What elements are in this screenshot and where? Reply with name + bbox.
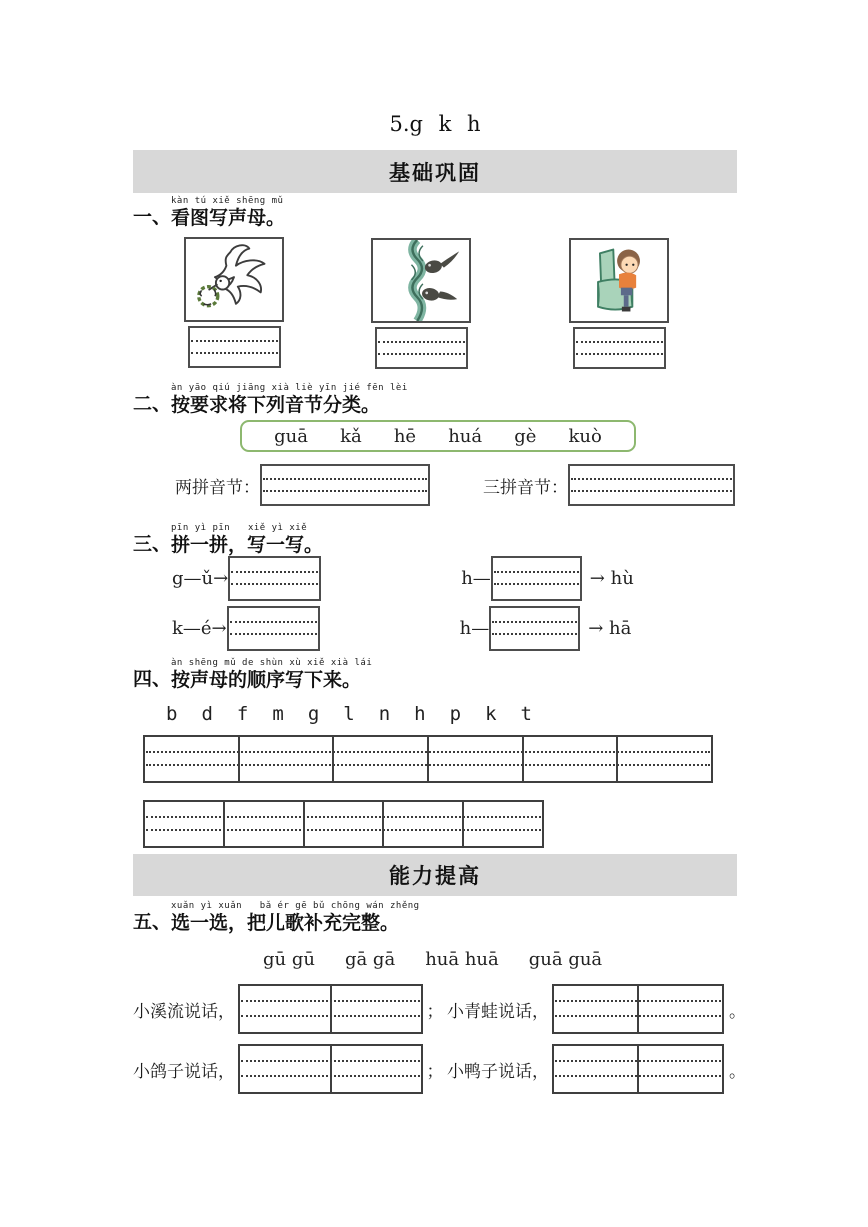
- spell-right-result: → hā: [588, 618, 632, 639]
- section-3-pinyin: pīn yì pīn xiě yì xiě: [171, 523, 308, 533]
- rhyme-period: 。: [729, 1061, 746, 1082]
- writing-cell: [334, 737, 429, 781]
- banner-basic: [133, 150, 737, 193]
- rhyme-separator: ；: [426, 1001, 444, 1022]
- dove-image: [184, 237, 284, 322]
- spell-left-formula: g—ǔ→: [172, 568, 229, 589]
- section-3-heading: [133, 523, 323, 557]
- banner-advanced-label: 能力提高: [389, 864, 481, 888]
- writing-cell: [554, 986, 639, 1032]
- section-1-pinyin: kàn tú xiě shēng mǔ: [171, 196, 284, 206]
- rhyme-answer-box: [552, 1044, 724, 1094]
- writing-cell: [429, 737, 524, 781]
- rhyme-line-2: [133, 1044, 746, 1094]
- writing-cell: [145, 802, 225, 846]
- label-three-pinyin-syllable: 三拼音节：: [483, 477, 568, 498]
- section-5-heading: [133, 901, 420, 935]
- initial-letter: h: [414, 703, 426, 725]
- rhyme-option: gū gū: [263, 949, 315, 970]
- picture-column-3: [569, 238, 669, 369]
- label-two-pinyin-syllable: 两拼音节：: [175, 477, 260, 498]
- picture-column-2: [371, 238, 471, 369]
- rhyme-option: huā huā: [425, 949, 499, 970]
- section-2-number: 二、: [133, 393, 172, 415]
- rhyme-text: 小鸭子说话，: [447, 1061, 549, 1082]
- syllable: hē: [393, 425, 417, 447]
- syllable: kuò: [568, 425, 602, 447]
- answer-box-picture-2: [375, 327, 468, 369]
- spell-right-result: → hù: [589, 568, 634, 589]
- section-2-pinyin: àn yāo qiú jiāng xià liè yīn jié fēn lèi: [171, 383, 408, 393]
- rhyme-line-1: [133, 984, 746, 1034]
- writing-cell: [554, 1046, 639, 1092]
- syllable: kǎ: [340, 425, 362, 447]
- section-5-title: 选一选，把儿歌补充完整。: [171, 912, 400, 934]
- syllable: gè: [514, 425, 537, 447]
- section-5-pinyin: xuǎn yì xuǎn bǎ ér gē bǔ chōng wán zhěng: [171, 901, 420, 911]
- boy-sitting-image: [569, 238, 669, 323]
- tadpoles-image: [371, 238, 471, 323]
- banner-advanced: [133, 854, 737, 896]
- initial-letter: k: [485, 703, 497, 725]
- initial-letter: f: [236, 703, 249, 725]
- initial-letter: b: [166, 703, 178, 725]
- spell-right-initial: h—: [459, 618, 490, 639]
- initial-letter: l: [343, 703, 355, 725]
- writing-cell: [240, 737, 335, 781]
- spell-left-formula: k—é→: [172, 618, 227, 639]
- section-1-number: 一、: [133, 206, 172, 228]
- classification-row: [175, 464, 735, 506]
- spell-answer-box: [489, 606, 580, 651]
- section-1-title: 看图写声母。: [171, 207, 286, 229]
- rhyme-answer-box: [552, 984, 724, 1034]
- writing-cell: [384, 802, 464, 846]
- writing-cell: [639, 986, 722, 1032]
- writing-grid-row-2: [143, 800, 544, 848]
- initial-letter: m: [272, 703, 284, 725]
- syllable: guā: [274, 425, 308, 447]
- answer-box-picture-1: [188, 326, 281, 368]
- rhyme-text: 小溪流说话，: [133, 1001, 235, 1022]
- rhyme-text: 小青蛙说话，: [447, 1001, 549, 1022]
- section-1-heading: [133, 196, 285, 230]
- spell-row-2: [172, 606, 631, 651]
- syllable: huá: [448, 425, 483, 447]
- writing-cell: [639, 1046, 722, 1092]
- section-3-title: 拼一拼，写一写。: [171, 534, 324, 556]
- spell-answer-box: [227, 606, 320, 651]
- initial-letter: t: [520, 703, 532, 725]
- initial-letter: n: [378, 703, 391, 725]
- writing-cell: [240, 986, 332, 1032]
- writing-cell: [524, 737, 619, 781]
- writing-cell: [332, 1046, 422, 1092]
- writing-grid-row-1: [143, 735, 713, 783]
- spell-answer-box: [228, 556, 321, 601]
- section-3-number: 三、: [133, 533, 172, 555]
- writing-cell: [618, 737, 711, 781]
- writing-cell: [305, 802, 385, 846]
- section-4-heading: [133, 658, 372, 692]
- writing-cell: [332, 986, 422, 1032]
- section-2-heading: [133, 383, 408, 417]
- section-4-title: 按声母的顺序写下来。: [171, 669, 362, 691]
- syllable-bank: [240, 420, 636, 452]
- rhyme-answer-box: [238, 1044, 423, 1094]
- writing-cell: [464, 802, 542, 846]
- banner-basic-label: 基础巩固: [389, 160, 481, 185]
- answer-box-picture-3: [573, 327, 666, 369]
- answer-box-three-pinyin: [568, 464, 735, 506]
- rhyme-text: 小鸽子说话，: [133, 1061, 235, 1082]
- spell-right-initial: h—: [461, 568, 491, 589]
- answer-box-two-pinyin: [260, 464, 430, 506]
- page-title: 5.g k h: [389, 112, 481, 136]
- initial-letter: p: [449, 703, 462, 725]
- section-4-pinyin: àn shēng mǔ de shùn xù xiě xià lái: [171, 658, 373, 668]
- writing-cell: [240, 1046, 332, 1092]
- rhyme-answer-box: [238, 984, 423, 1034]
- spell-answer-box: [491, 556, 582, 601]
- picture-column-1: [184, 237, 284, 368]
- spell-row-1: [172, 556, 634, 601]
- section-5-number: 五、: [133, 911, 172, 933]
- rhyme-option: guā guā: [528, 949, 603, 970]
- initials-list: [166, 703, 532, 725]
- writing-cell: [145, 737, 240, 781]
- section-4-number: 四、: [133, 668, 172, 690]
- initial-letter: d: [201, 703, 213, 725]
- section-2-title: 按要求将下列音节分类。: [171, 394, 381, 416]
- rhyme-separator: ；: [426, 1061, 444, 1082]
- rhyme-option: gā gā: [344, 949, 396, 970]
- rhyme-period: 。: [729, 1001, 746, 1022]
- rhyme-option-bank: [263, 949, 602, 970]
- writing-cell: [225, 802, 305, 846]
- initial-letter: g: [307, 703, 320, 725]
